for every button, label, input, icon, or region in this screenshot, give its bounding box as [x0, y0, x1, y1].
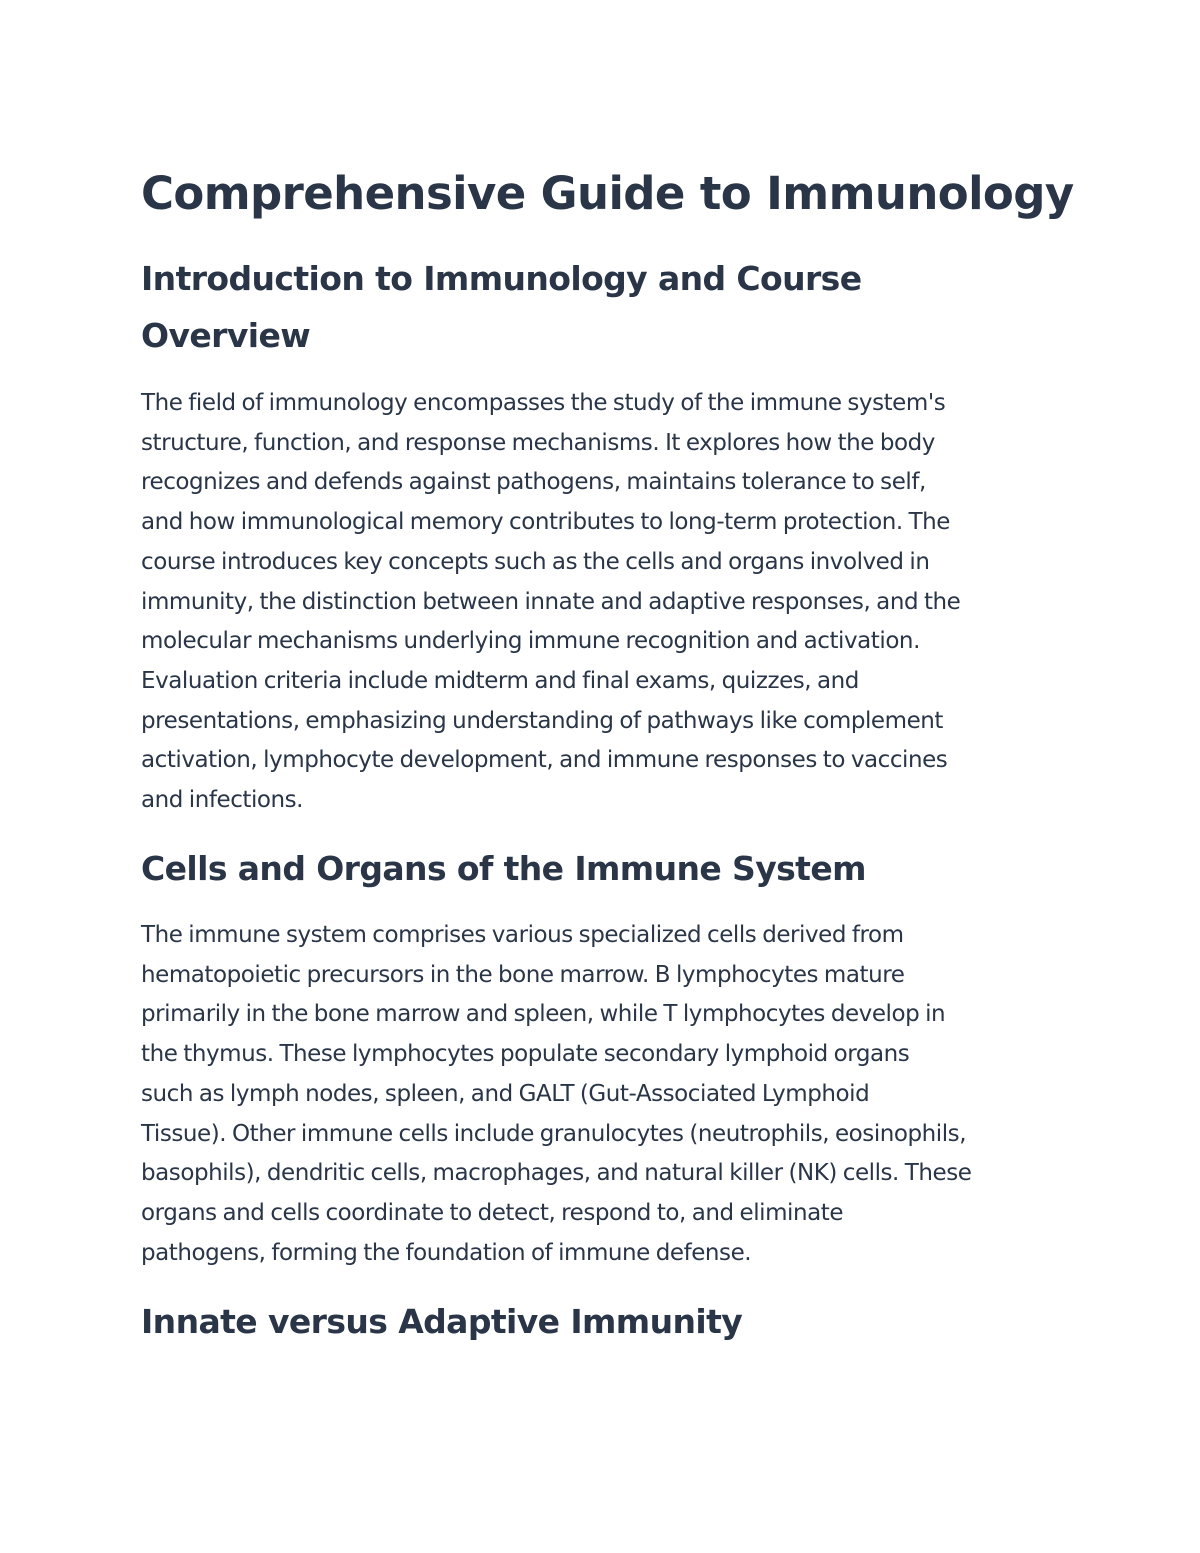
- paragraph-line: course introduces key concepts such as the cells and organs involved in: [141, 548, 930, 575]
- section-paragraph-introduction: [141, 384, 1059, 821]
- paragraph-line: molecular mechanisms underlying immune recognition and activation.: [141, 628, 920, 655]
- paragraph-line: Evaluation criteria include midterm and final exams, quizzes, and: [141, 667, 859, 694]
- heading-line: Innate versus Adaptive Immunity: [141, 1302, 743, 1341]
- paragraph-line: and how immunological memory contributes to long-term protection. The: [141, 509, 950, 536]
- paragraph-line: and infections.: [141, 787, 304, 814]
- heading-line: Cells and Organs of the Immune System: [141, 849, 866, 888]
- document-title: Comprehensive Guide to Immunology: [141, 167, 1074, 220]
- paragraph-line: Tissue). Other immune cells include granulocytes (neutrophils, eosinophils,: [141, 1120, 967, 1147]
- paragraph-line: immunity, the distinction between innate and adaptive responses, and the: [141, 588, 961, 615]
- paragraph-line: recognizes and defends against pathogens, maintains tolerance to self,: [141, 469, 926, 496]
- paragraph-line: basophils), dendritic cells, macrophages, and natural killer (NK) cells. These: [141, 1160, 972, 1187]
- paragraph-line: hematopoietic precursors in the bone marrow. B lymphocytes mature: [141, 961, 905, 988]
- section-heading-innate-vs-adaptive: [141, 1293, 1061, 1350]
- paragraph-line: structure, function, and response mechanisms. It explores how the body: [141, 429, 935, 456]
- paragraph-line: The immune system comprises various specialized cells derived from: [141, 922, 904, 948]
- section-heading-introduction: [141, 250, 1061, 364]
- paragraph-line: such as lymph nodes, spleen, and GALT (Gut-Associated Lymphoid: [141, 1080, 870, 1107]
- paragraph-line: activation, lymphocyte development, and immune responses to vaccines: [141, 747, 948, 774]
- section-paragraph-cells-and-organs: [141, 916, 1059, 1273]
- paragraph-line: primarily in the bone marrow and spleen, while T lymphocytes develop in: [141, 1001, 946, 1028]
- heading-line: Overview: [141, 316, 311, 355]
- heading-line: Introduction to Immunology and Course: [141, 259, 862, 298]
- paragraph-line: The field of immunology encompasses the study of the immune system's: [141, 390, 946, 416]
- paragraph-line: presentations, emphasizing understanding of pathways like complement: [141, 707, 943, 734]
- paragraph-line: organs and cells coordinate to detect, respond to, and eliminate: [141, 1199, 844, 1226]
- paragraph-line: the thymus. These lymphocytes populate secondary lymphoid organs: [141, 1041, 910, 1068]
- paragraph-line: pathogens, forming the foundation of immune defense.: [141, 1239, 752, 1266]
- section-heading-cells-and-organs: [141, 840, 1061, 897]
